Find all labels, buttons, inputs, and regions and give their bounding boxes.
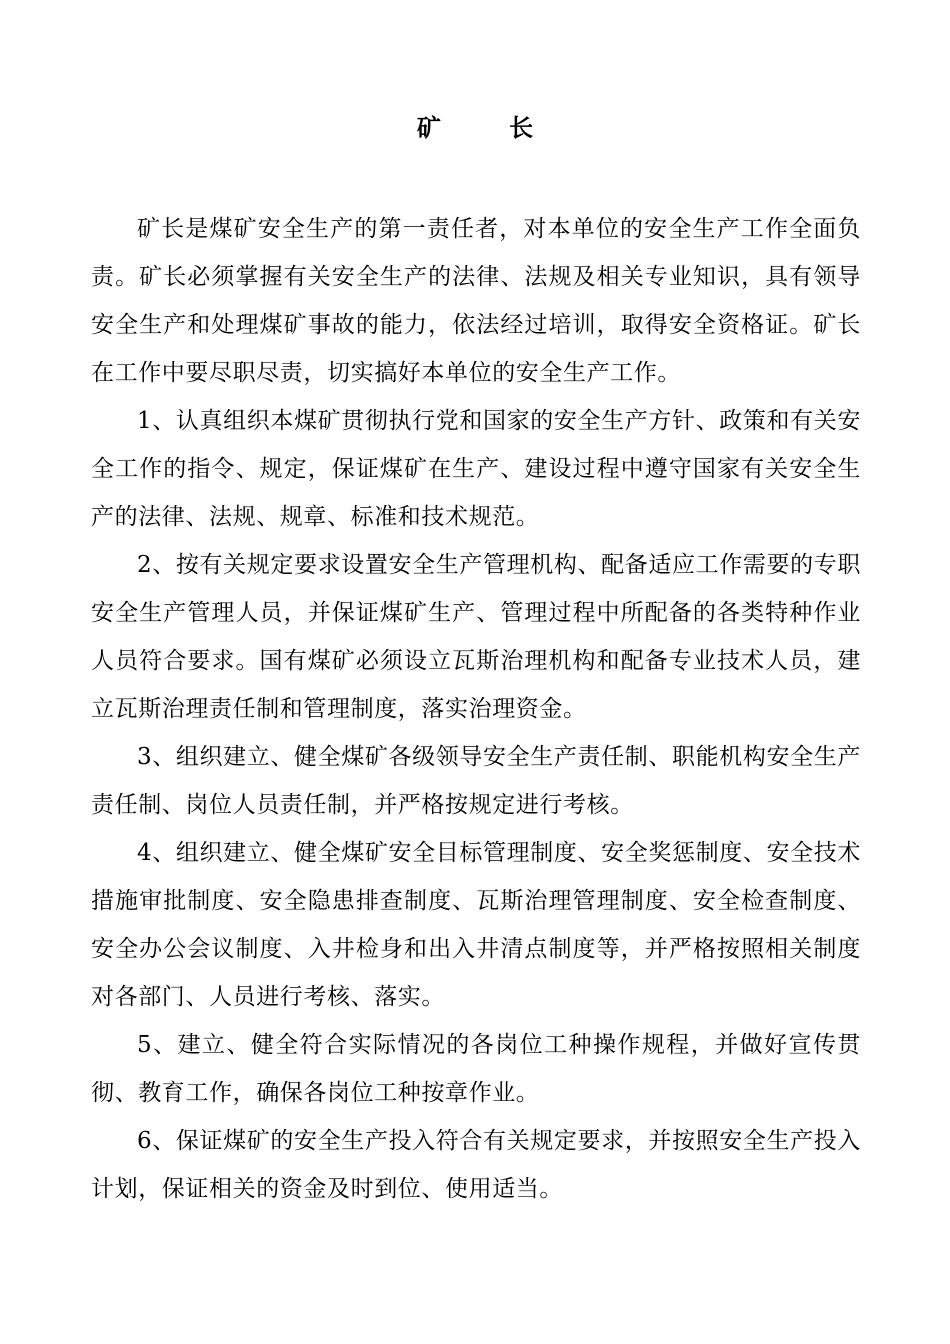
duty-item-3: 3、组织建立、健全煤矿各级领导安全生产责任制、职能机构安全生产责任制、岗位人员责任制，并严格按规定进行考核。 <box>91 744 861 818</box>
intro-paragraph: 矿长是煤矿安全生产的第一责任者，对本单位的安全生产工作全面负责。矿长必须掌握有关安全生产的法律、法规及相关专业知识，具有领导安全生产和处理煤矿事故的能力，依法经过培训，取得安全资格证。矿长在工作中要尽职尽责，切实搞好本单位的安全生产工作。 <box>91 216 861 386</box>
duty-item-6: 6、保证煤矿的安全生产投入符合有关规定要求，并按照安全生产投入计划，保证相关的资金及时到位、使用适当。 <box>91 1128 861 1202</box>
duty-item-1: 1、认真组织本煤矿贯彻执行党和国家的安全生产方针、政策和有关安全工作的指令、规定，保证煤矿在生产、建设过程中遵守国家有关安全生产的法律、法规、规章、标准和技术规范。 <box>91 408 861 530</box>
document-body <box>91 205 861 1213</box>
duty-item-4: 4、组织建立、健全煤矿安全目标管理制度、安全奖惩制度、安全技术措施审批制度、安全隐患排查制度、瓦斯治理管理制度、安全检查制度、安全办公会议制度、入井检身和出入井清点制度等，并严格按照相关制度对各部门、人员进行考核、落实。 <box>91 840 861 1010</box>
duty-item-5: 5、建立、健全符合实际情况的各岗位工种操作规程，并做好宣传贯彻、教育工作，确保各岗位工种按章作业。 <box>91 1032 861 1106</box>
duty-item-2: 2、按有关规定要求设置安全生产管理机构、配备适应工作需要的专职安全生产管理人员，并保证煤矿生产、管理过程中所配备的各类特种作业人员符合要求。国有煤矿必须设立瓦斯治理机构和配备专业技术人员，建立瓦斯治理责任制和管理制度，落实治理资金。 <box>91 552 861 722</box>
document-title: 矿 长 <box>416 113 564 142</box>
